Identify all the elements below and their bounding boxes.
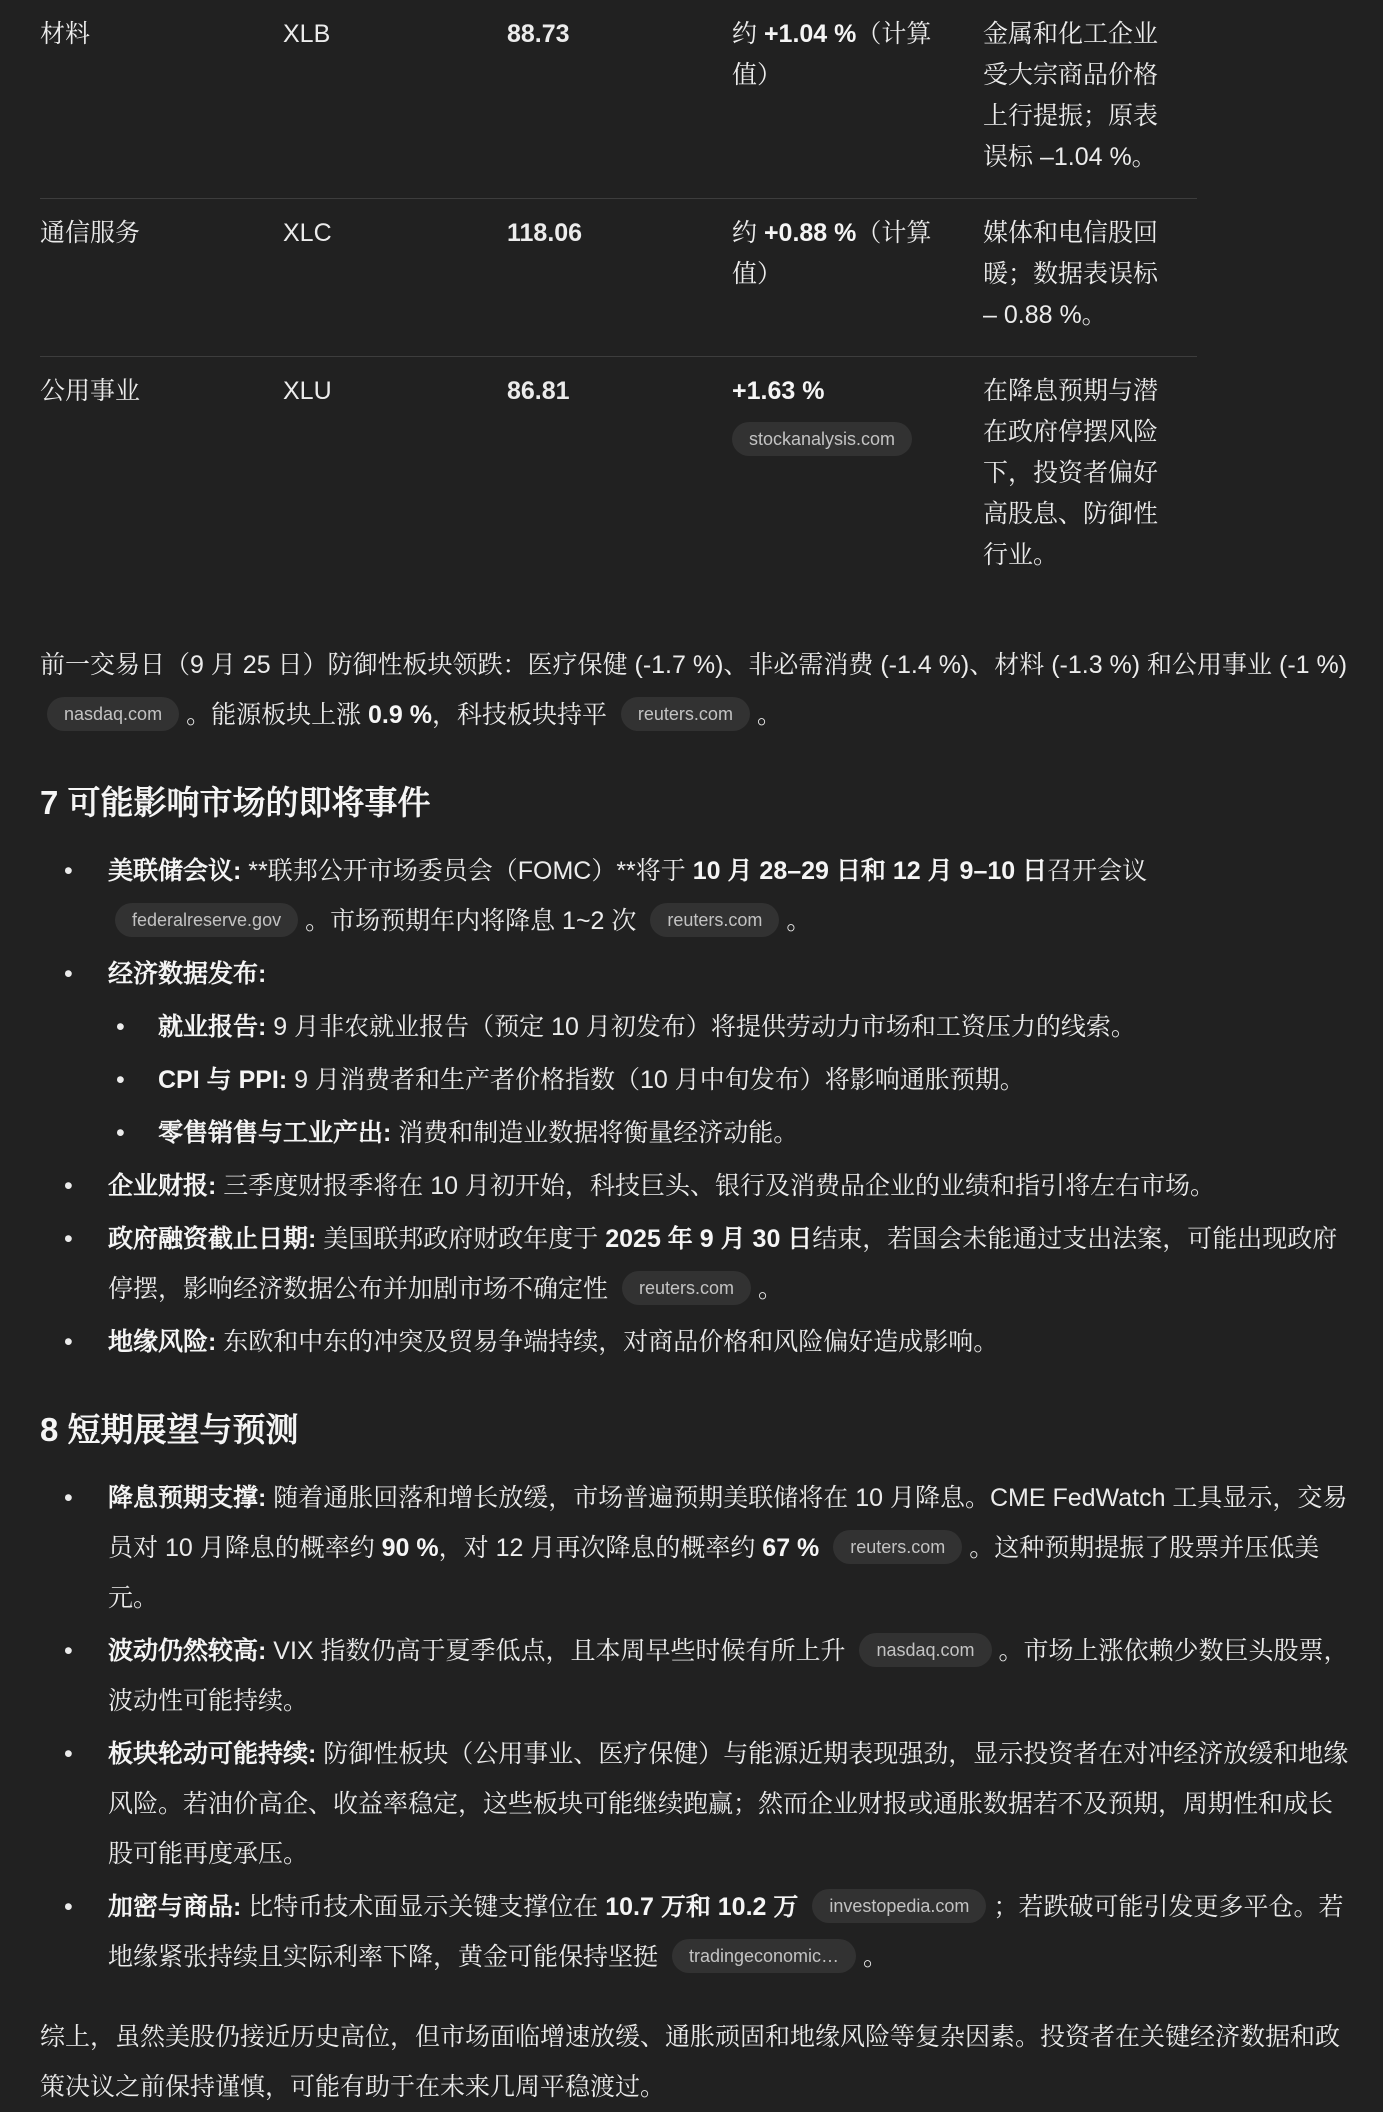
- bold-text: 2025 年 9 月 30 日: [605, 1225, 813, 1253]
- list-item-text: 就业报告: 9 月非农就业报告（预定 10 月初发布）将提供劳动力市场和工资压力的线索。: [158, 1013, 1136, 1041]
- list-item-text: 政府融资截止日期: 美国联邦政府财政年度于 2025 年 9 月 30 日结束，若国会未能通过支出法案，可能出现政府停摆，影响经济数据公布并加剧市场不确定性 reuters.com 。: [108, 1225, 1338, 1303]
- list-item: [40, 1626, 1350, 1726]
- bold-text: +1.63 %: [732, 377, 825, 405]
- sector-cell: 公用事业: [40, 377, 141, 405]
- section-heading-upcoming-events: 7 可能影响市场的即将事件: [40, 784, 431, 821]
- note-cell: 金属和化工企业受大宗商品价格上行提振；原表误标 –1.04 %。: [983, 0, 1197, 199]
- list-item-text: 波动仍然较高: VIX 指数仍高于夏季低点，且本周早些时候有所上升 nasdaq.com 。市场上涨依赖少数巨头股票，波动性可能持续。: [108, 1637, 1349, 1715]
- list-item: [40, 1729, 1350, 1879]
- source-badge[interactable]: reuters.com: [621, 697, 750, 731]
- source-badge[interactable]: stockanalysis.com: [732, 422, 912, 456]
- list-item: [40, 1882, 1350, 1982]
- source-badge[interactable]: reuters.com: [650, 903, 779, 937]
- price-cell: 86.81: [507, 377, 570, 405]
- bold-text: 经济数据发布:: [108, 960, 267, 988]
- list-item: [108, 1055, 1350, 1105]
- bold-text: 零售销售与工业产出:: [158, 1119, 392, 1147]
- ticker-cell: XLU: [283, 377, 332, 405]
- list-item: [108, 1108, 1350, 1158]
- note-cell: 媒体和电信股回暖；数据表误标 – 0.88 %。: [983, 199, 1197, 357]
- bold-text: 67 %: [762, 1534, 820, 1562]
- section-heading-outlook: 8 短期展望与预测: [40, 1411, 299, 1448]
- change-cell: [732, 357, 983, 597]
- bold-text: 降息预期支撑:: [108, 1484, 267, 1512]
- note-cell: 在降息预期与潜在政府停摆风险下，投资者偏好高股息、防御性行业。: [983, 377, 1159, 569]
- sector-cell: 材料: [40, 0, 283, 199]
- price-cell: 118.06: [507, 199, 732, 357]
- bold-text: 板块轮动可能持续:: [108, 1740, 317, 1768]
- list-item: [108, 1002, 1350, 1052]
- table-row: [40, 357, 1197, 597]
- bold-text: 0.9 %: [368, 701, 432, 729]
- list-item-text: [108, 960, 266, 988]
- bold-text: 地缘风险:: [108, 1328, 217, 1356]
- change-cell: 约 +1.04 %（计算值）: [732, 0, 983, 199]
- closing-paragraph: 综上，虽然美股仍接近历史高位，但市场面临增速放缓、通胀顽固和地缘风险等复杂因素。投资者在关键经济数据和政策决议之前保持谨慎，可能有助于在未来几周平稳渡过。: [40, 2023, 1341, 2101]
- ticker-cell: XLB: [283, 0, 507, 199]
- list-item: [40, 846, 1350, 946]
- bold-text: 美联储会议:: [108, 857, 242, 885]
- sector-etf-table: [40, 0, 1197, 596]
- list-item: [40, 1473, 1350, 1623]
- economic-data-sublist: [108, 1002, 1350, 1158]
- sector-cell: 通信服务: [40, 199, 283, 357]
- bold-text: 就业报告:: [158, 1013, 267, 1041]
- bold-text: +0.88 %: [763, 219, 857, 247]
- source-badge[interactable]: federalreserve.gov: [115, 903, 298, 937]
- list-item-text: CPI 与 PPI: 9 月消费者和生产者价格指数（10 月中旬发布）将影响通胀预期。: [158, 1066, 1025, 1094]
- source-badge[interactable]: tradingeconomic…: [672, 1939, 856, 1973]
- bold-text: 10 月 28–29 日和 12 月 9–10 日: [692, 857, 1048, 885]
- table-row: [40, 0, 1197, 199]
- list-item: [40, 1214, 1350, 1314]
- bold-text: 加密与商品:: [108, 1893, 242, 1921]
- source-badge[interactable]: reuters.com: [622, 1271, 751, 1305]
- sector-summary-paragraph: 前一交易日（9 月 25 日）防御性板块领跌：医疗保健 (-1.7 %)、非必需消费 (-1.4 %)、材料 (-1.3 %) 和公用事业 (-1 %) nasdaq.com 。能源板块上涨 0.9 %，科技板块持平 reuters.com 。: [40, 651, 1348, 729]
- ticker-cell: XLC: [283, 199, 507, 357]
- source-badge[interactable]: nasdaq.com: [47, 697, 179, 731]
- bold-text: 政府融资截止日期:: [108, 1225, 317, 1253]
- list-item-text: 美联储会议: **联邦公开市场委员会（FOMC）**将于 10 月 28–29 日和 12 月 9–10 日召开会议 federalreserve.gov 。市场预期年内将降息 1~2 次 reuters.com 。: [108, 857, 1148, 935]
- list-item: [40, 1317, 1350, 1367]
- list-item-text: 地缘风险: 东欧和中东的冲突及贸易争端持续，对商品价格和风险偏好造成影响。: [108, 1328, 999, 1356]
- source-badge[interactable]: reuters.com: [833, 1530, 962, 1564]
- list-item: [40, 1161, 1350, 1211]
- bold-text: 10.7 万和 10.2 万: [605, 1893, 799, 1921]
- list-item-text: 板块轮动可能持续: 防御性板块（公用事业、医疗保健）与能源近期表现强劲，显示投资者在对冲经济放缓和地缘风险。若油价高企、收益率稳定，这些板块可能继续跑赢；然而企业财报或通胀数据若不及预期，周期性和成长股可能再度承压。: [108, 1740, 1349, 1868]
- change-cell: 约 +0.88 %（计算值）: [732, 199, 983, 357]
- list-item-text: 企业财报: 三季度财报季将在 10 月初开始，科技巨头、银行及消费品企业的业绩和指引将左右市场。: [108, 1172, 1215, 1200]
- list-item-text: 加密与商品: 比特币技术面显示关键支撑位在 10.7 万和 10.2 万 investopedia.com ；若跌破可能引发更多平仓。若地缘紧张持续且实际利率下降，黄金可能保持坚挺 tradingeconomic… 。: [108, 1893, 1343, 1971]
- bold-text: 90 %: [381, 1534, 439, 1562]
- list-item: [40, 949, 1350, 1158]
- upcoming-events-list: [40, 846, 1350, 1367]
- bold-text: 波动仍然较高:: [108, 1637, 267, 1665]
- list-item-text: 降息预期支撑: 随着通胀回落和增长放缓，市场普遍预期美联储将在 10 月降息。CME FedWatch 工具显示，交易员对 10 月降息的概率约 90 %，对 12 月再次降息的概率约 67 % reuters.com 。这种预期提振了股票并压低美元。: [108, 1484, 1348, 1612]
- price-cell: 88.73: [507, 0, 732, 199]
- source-badge[interactable]: nasdaq.com: [859, 1633, 991, 1667]
- source-badge[interactable]: investopedia.com: [812, 1889, 986, 1923]
- bold-text: 企业财报:: [108, 1172, 217, 1200]
- table-row: [40, 199, 1197, 357]
- bold-text: CPI 与 PPI:: [158, 1066, 288, 1094]
- bold-text: +1.04 %: [763, 20, 857, 48]
- list-item-text: 零售销售与工业产出: 消费和制造业数据将衡量经济动能。: [158, 1119, 799, 1147]
- outlook-list: [40, 1473, 1350, 1982]
